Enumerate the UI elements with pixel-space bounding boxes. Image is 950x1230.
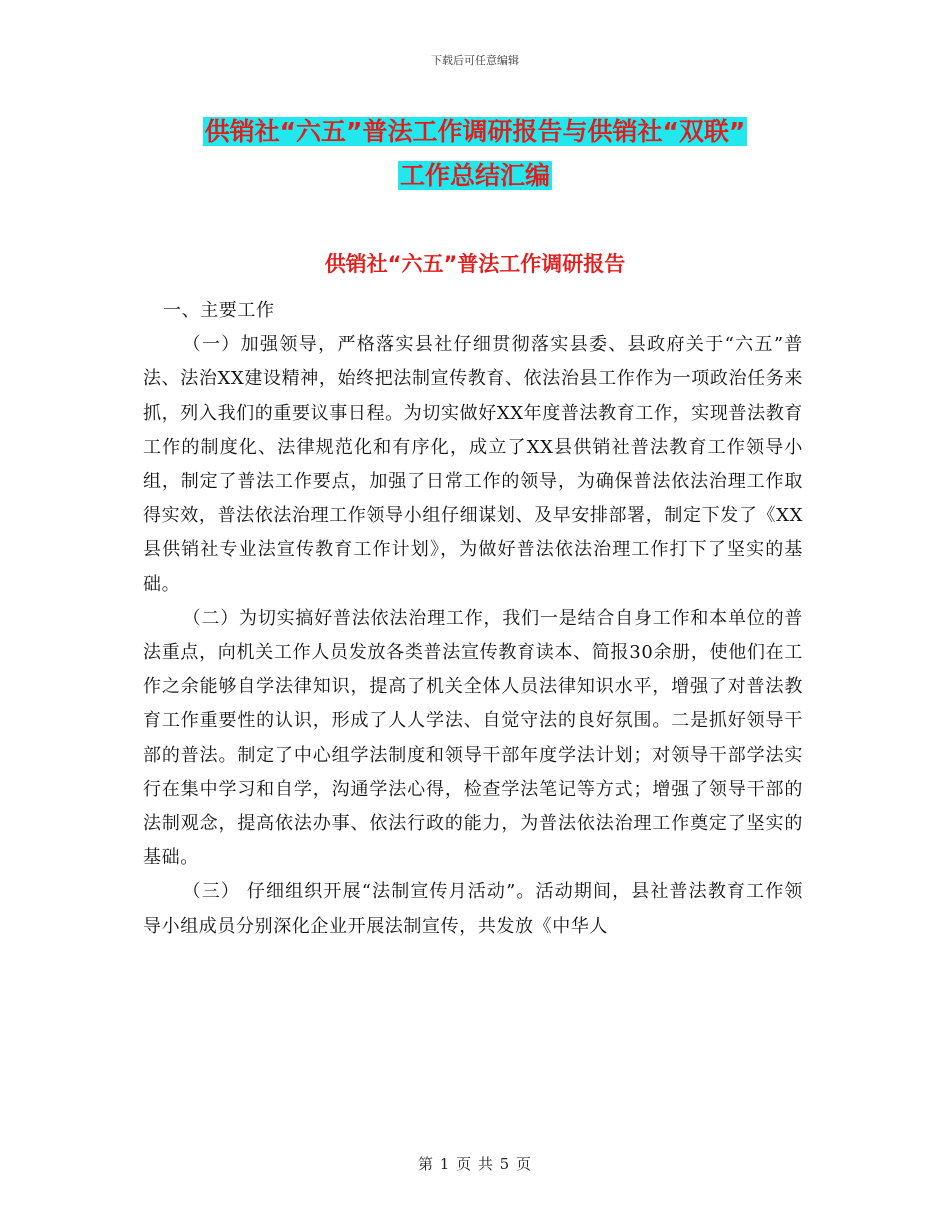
body-text [143, 294, 803, 944]
document-title-line-1: 供销社“六五”普法工作调研报告与供销社“双联” [204, 117, 746, 146]
page-number: 第 1 页 共 5 页 [418, 1155, 532, 1173]
section-title: 供销社“六五”普法工作调研报告 [324, 252, 626, 276]
paragraph-3: （三） 仔细组织开展“法制宣传月活动”。活动期间，县社普法教育工作领导小组成员分别深化企业开展法制宣传，共发放《中华人 [143, 881, 803, 937]
page-header-note: 下载后可任意编辑 [431, 54, 519, 67]
paragraph-2: （二）为切实搞好普法依法治理工作，我们一是结合自身工作和本单位的普法重点，向机关工作人员发放各类普法宣传教育读本、简报30余册，使他们在工作之余能够自学法律知识，提高了机关全体人员法律知识水平，增强了对普法教育工作重要性的认识，形成了人人学法、自觉守法的良好氛围。二是抓好领导干部的普法。制定了中心组学法制度和领导干部年度学法计划；对领导干部学法实行在集中学习和自学，沟通学法心得，检查学法笔记等方式；增强了领导干部的法制观念，提高依法办事、依法行政的能力，为普法依法治理工作奠定了坚实的基础。 [143, 607, 803, 869]
document-title-line-2: 工作总结汇编 [399, 161, 550, 190]
section-heading: 一、主要工作 [163, 300, 275, 321]
paragraph-1: （一）加强领导，严格落实县社仔细贯彻落实县委、县政府关于“六五”普法、法治XX建设精神，始终把法制宣传教育、依法治县工作作为一项政治任务来抓，列入我们的重要议事日程。为切实做好XX年度普法教育工作，实现普法教育工作的制度化、法律规范化和有序化，成立了XX县供销社普法教育工作领导小组，制定了普法工作要点，加强了日常工作的领导，为确保普法依法治理工作取得实效，普法依法治理工作领导小组仔细谋划、及早安排部署，制定下发了《XX县供销社专业法宣传教育工作计划》，为做好普法依法治理工作打下了坚实的基础。 [143, 334, 803, 595]
document-title [0, 110, 950, 198]
